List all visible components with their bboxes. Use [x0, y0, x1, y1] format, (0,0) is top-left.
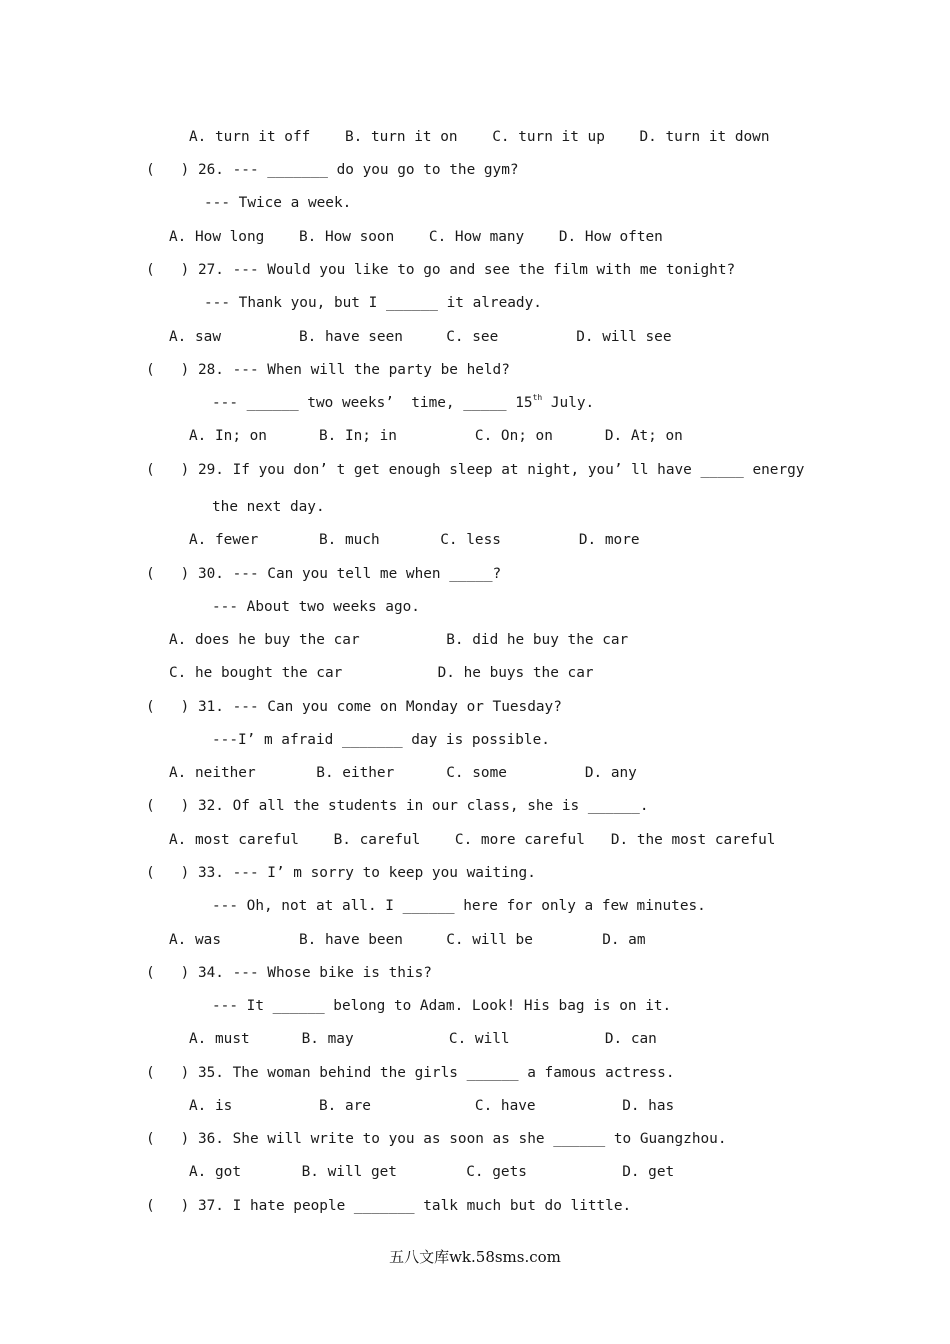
- q36-options: A. got B. will get C. gets D. get: [189, 1164, 675, 1180]
- q30-answer-line: --- About two weeks ago.: [212, 599, 420, 615]
- page-footer-watermark: 五八文库wk.58sms.com: [389, 1248, 561, 1266]
- q34-options: A. must B. may C. will D. can: [189, 1031, 657, 1047]
- q28-answer-tail: July.: [542, 395, 595, 411]
- q26-options: A. How long B. How soon C. How many D. How often: [169, 229, 663, 245]
- q28-superscript: th: [532, 393, 543, 402]
- q26-answer-line: --- Twice a week.: [204, 195, 352, 211]
- q26-question: ( ) 26. --- _______ do you go to the gym?: [146, 162, 519, 178]
- q37-question: ( ) 37. I hate people _______ talk much but do little.: [146, 1198, 632, 1214]
- q34-question: ( ) 34. --- Whose bike is this?: [146, 965, 432, 981]
- q29-options: A. fewer B. much C. less D. more: [189, 532, 640, 548]
- q28-question: ( ) 28. --- When will the party be held?: [146, 362, 510, 378]
- q33-options: A. was B. have been C. will be D. am: [169, 932, 646, 948]
- q34-answer-line: --- It ______ belong to Adam. Look! His bag is on it.: [212, 998, 672, 1014]
- q28-answer-line: [212, 394, 594, 412]
- q25-options: A. turn it off B. turn it on C. turn it up D. turn it down: [189, 129, 770, 145]
- q29-question-cont: the next day.: [212, 499, 325, 515]
- q31-options: A. neither B. either C. some D. any: [169, 765, 637, 781]
- q35-question: ( ) 35. The woman behind the girls ______ a famous actress.: [146, 1065, 675, 1081]
- q28-answer-text: --- ______ two weeks’ time, _____ 15: [212, 395, 533, 411]
- q27-answer-line: --- Thank you, but I ______ it already.: [204, 295, 542, 311]
- q30-options-ab: A. does he buy the car B. did he buy the car: [169, 632, 629, 648]
- q28-options: A. In; on B. In; in C. On; on D. At; on: [189, 428, 683, 444]
- q36-question: ( ) 36. She will write to you as soon as she ______ to Guangzhou.: [146, 1131, 727, 1147]
- q27-question: ( ) 27. --- Would you like to go and see the film with me tonight?: [146, 262, 736, 278]
- q29-question: ( ) 29. If you don’ t get enough sleep at night, you’ ll have _____ energy: [146, 462, 805, 478]
- q33-answer-line: --- Oh, not at all. I ______ here for only a few minutes.: [212, 898, 706, 914]
- q27-options: A. saw B. have seen C. see D. will see: [169, 329, 672, 345]
- q32-options: A. most careful B. careful C. more careful D. the most careful: [169, 832, 776, 848]
- q35-options: A. is B. are C. have D. has: [189, 1098, 675, 1114]
- q30-question: ( ) 30. --- Can you tell me when _____?: [146, 566, 502, 582]
- q31-answer-line: ---I’ m afraid _______ day is possible.: [212, 732, 550, 748]
- q30-options-cd: C. he bought the car D. he buys the car: [169, 665, 594, 681]
- q33-question: ( ) 33. --- I’ m sorry to keep you waiting.: [146, 865, 536, 881]
- q31-question: ( ) 31. --- Can you come on Monday or Tuesday?: [146, 699, 562, 715]
- q32-question: ( ) 32. Of all the students in our class, she is ______.: [146, 798, 649, 814]
